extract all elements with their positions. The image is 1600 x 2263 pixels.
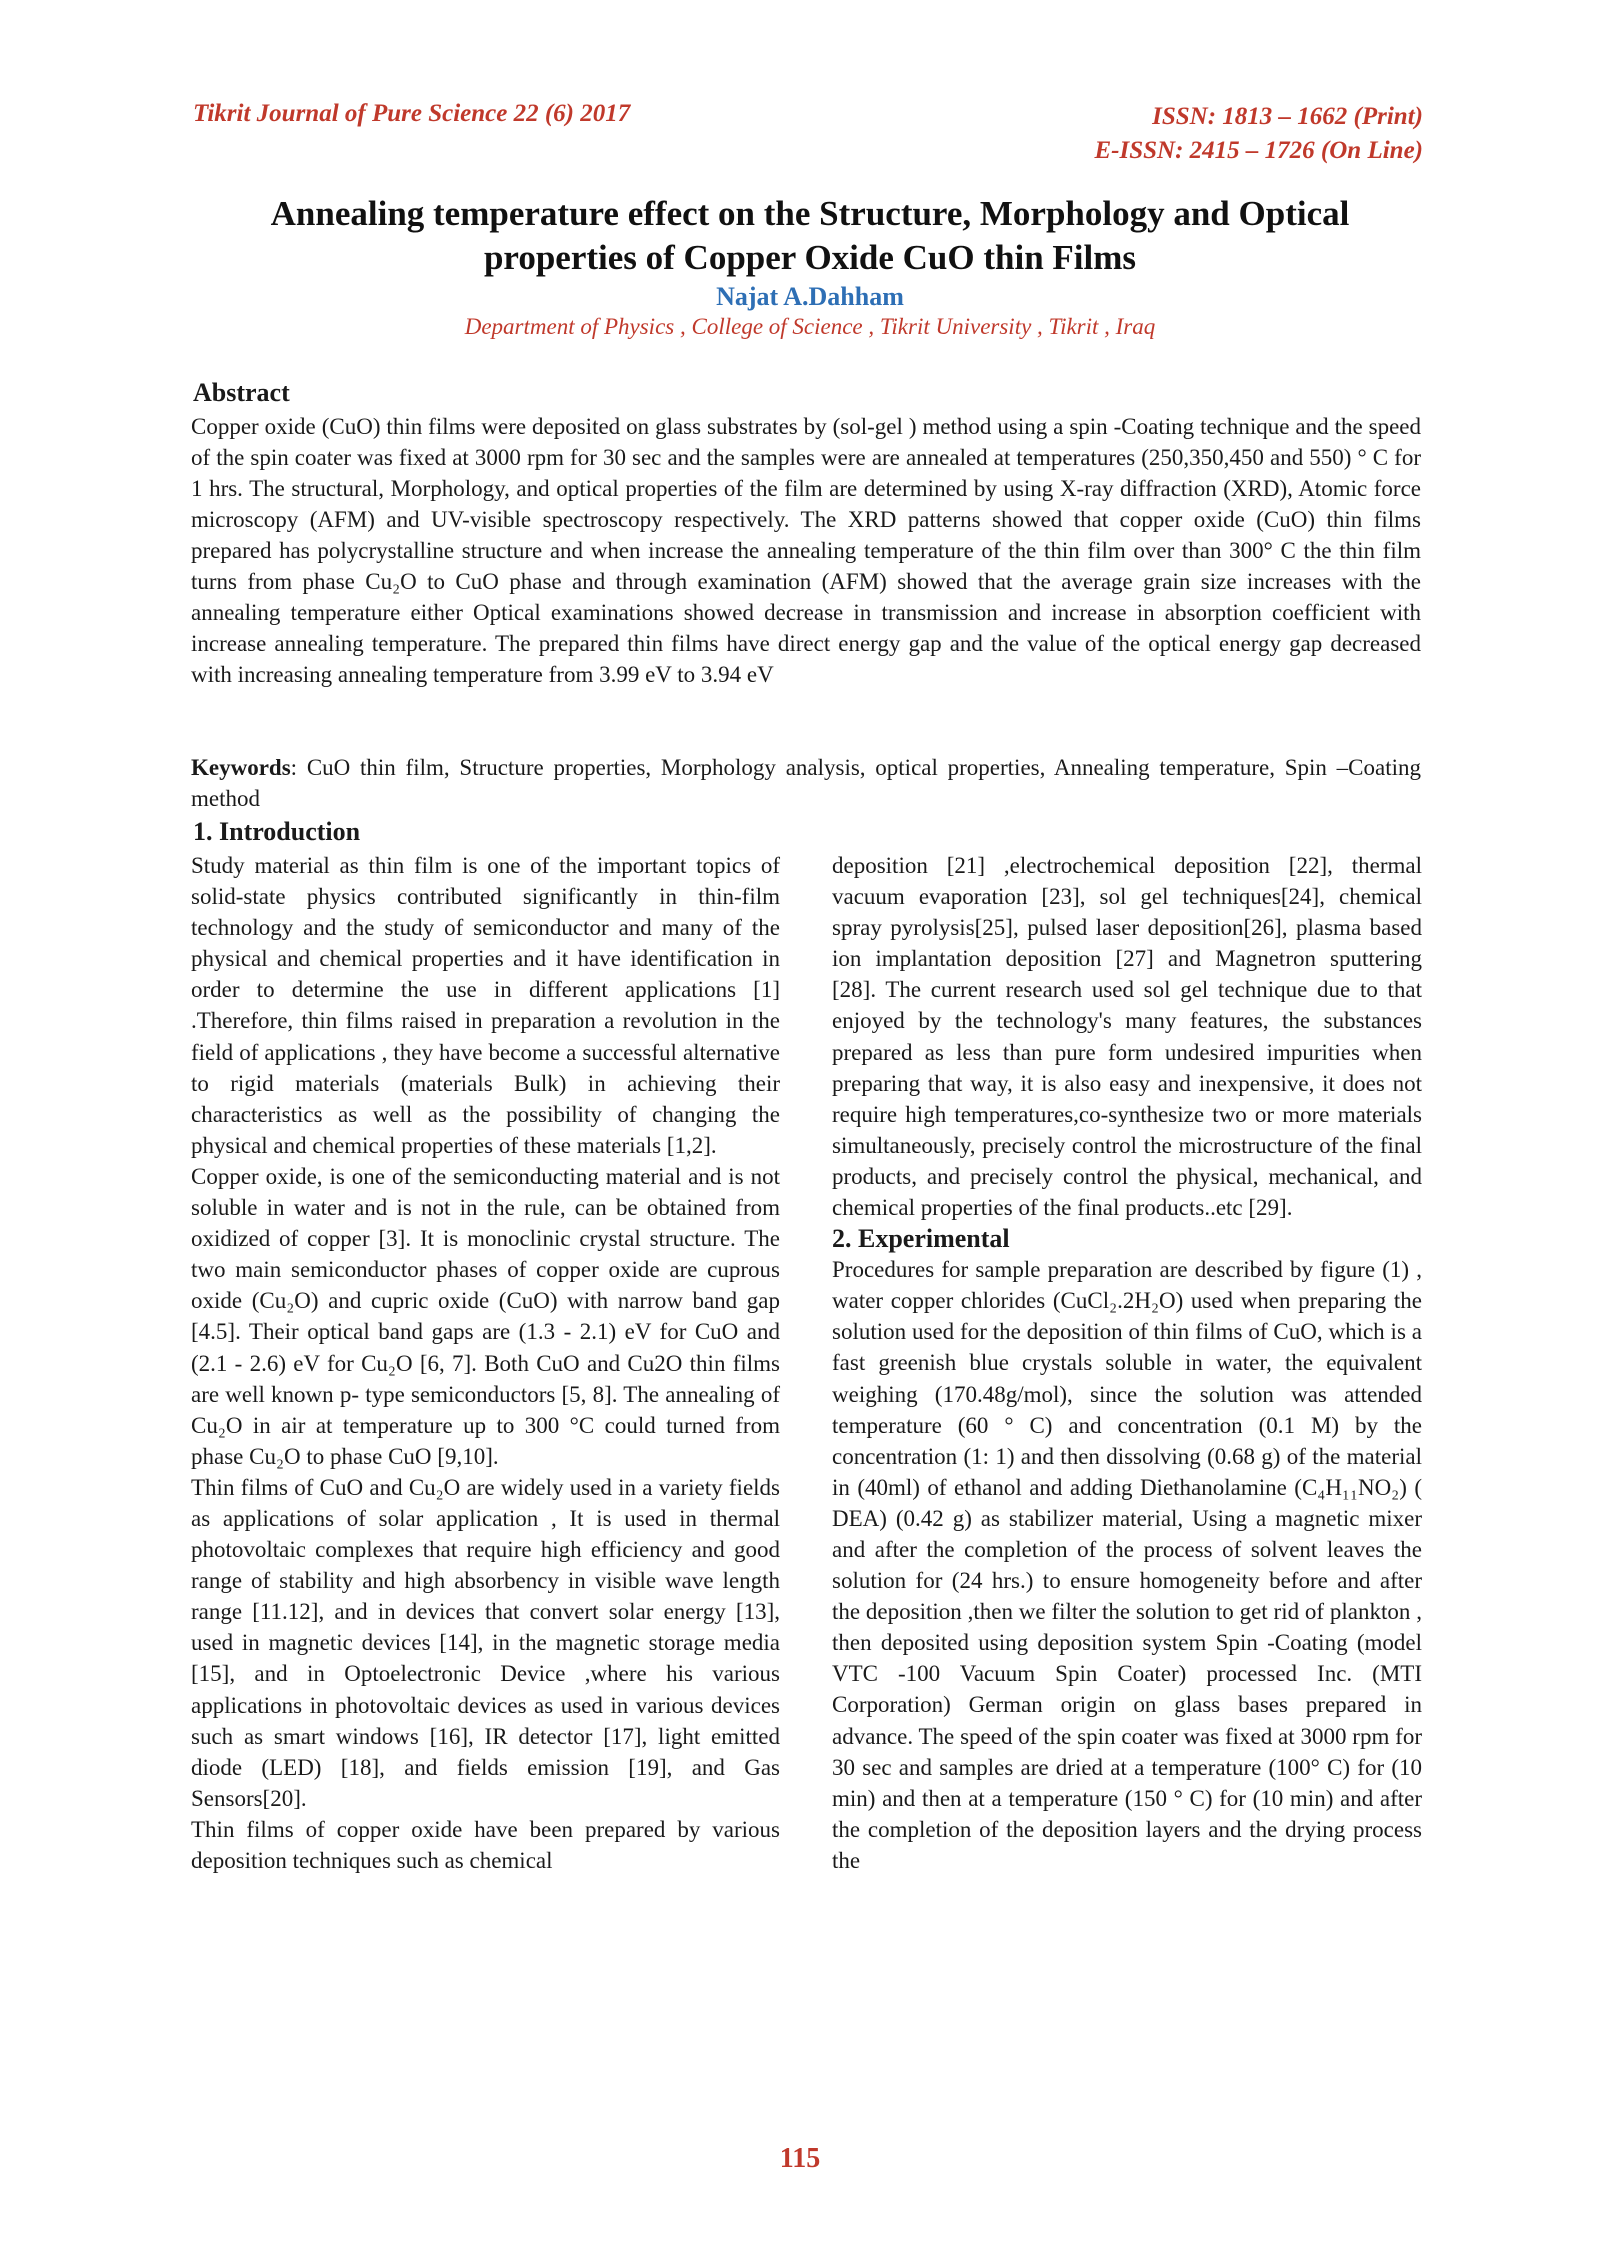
paper-title [190,192,1430,280]
author-name: Najat A.Dahham [716,282,904,311]
issn-block [1095,100,1424,168]
title-line-1: Annealing temperature effect on the Structure, Morphology and Optical [270,194,1350,233]
page-number: 115 [779,2143,821,2174]
intro-paragraph-2: Copper oxide, is one of the semiconducting material and is not soluble in water and is not in the rule, can be obtained from oxidized of copper [3]. It is monoclinic crystal structure. The two main semiconductor phases of copper oxide are cuprous oxide (Cu₂O) and cupric oxide (CuO) with narrow band gap [4.5]. Their optical band gaps are (1.3 - 2.1) eV for CuO and (2.1 - 2.6) eV for Cu₂O [6, 7]. Both CuO and Cu2O thin films are well known p- type semiconductors [5, 8]. The annealing of Cu₂O in air at temperature up to 300 °C could turned from phase Cu₂O to phase CuO [9,10]. [191,1163,780,1469]
intro-paragraph-5: deposition [21] ,electrochemical deposition [22], thermal vacuum evaporation [23], sol gel techniques[24], chemical spray pyrolysis[25], pulsed laser deposition[26], plasma based ion implantation deposition [27] and Magnetron sputtering [28]. The current research used sol gel technique due to that enjoyed by the technology's many features, the substances prepared as less than pure form undesired impurities when preparing that way, it is also easy and inexpensive, it does not require high temperatures,co-synthesize two or more materials simultaneously, precisely control the microstructure of the final products, and precisely control the physical, mechanical, and chemical properties of the final products..etc [29]. [832,853,1422,1221]
issn-online: E-ISSN: 2415 – 1726 (On Line) [1094,137,1423,164]
keywords-text: : CuO thin film, Structure properties, Morphology analysis, optical properties, Annealing temperature, Spin –Coating method [191,755,1421,811]
keywords-label: Keywords [191,755,291,780]
intro-paragraph-3: Thin films of CuO and Cu₂O are widely used in a variety fields as applications of solar application , It is used in thermal photovoltaic complexes that require high efficiency and good range of stability and high absorbency in visible wave length range [11.12], and in devices that convert solar energy [13], used in magnetic devices [14], in the magnetic storage media [15], and in Optoelectronic Device ,where his various applications in photovoltaic devices as used in various devices such as smart windows [16], IR detector [17], light emitted diode (LED) [18], and fields emission [19], and Gas Sensors[20]. [191,1474,780,1811]
intro-paragraph-1: Study material as thin film is one of the important topics of solid-state physics contributed significantly in thin-film technology and the study of semiconductor and many of the physical and chemical properties and it have identification in order to determine the use in different applications [1] .Therefore, thin films raised in preparation a revolution in the field of applications , they have become a successful alternative to rigid materials (materials Bulk) in achieving their characteristics as well as the possibility of changing the physical and chemical properties of these materials [1,2]. [191,853,780,1158]
intro-paragraph-4: Thin films of copper oxide have been prepared by various deposition techniques such as chemical [191,1816,780,1873]
journal-name: Tikrit Journal of Pure Science 22 (6) 2017 [193,100,631,127]
keywords [191,752,1421,814]
experimental-paragraph-1: Procedures for sample preparation are described by figure (1) , water copper chlorides (CuCl₂.2H₂O) used when preparing the solution used for the deposition of thin films of CuO, which is a fast greenish blue crystals soluble in water, the equivalent weighing (170.48g/mol), since the solution was attended temperature (60 ° C) and concentration (0.1 M) by the concentration (1: 1) and then dissolving (0.68 g) of the material in (40ml) of ethanol and adding Diethanolamine (C₄H₁₁NO₂) ( DEA) (0.42 g) as stabilizer material, Using a magnetic mixer and after the completion of the process of solvent leaves the solution for (24 hrs.) to ensure homogeneity before and after the deposition ,then we filter the solution to get rid of plankton , then deposited using deposition system Spin -Coating (model VTC -100 Vacuum Spin Coater) processed Inc. (MTI Corporation) German origin on glass bases prepared in advance. The speed of the spin coater was fixed at 3000 rpm for 30 sec and samples are dried at a temperature (100° C) for (10 min) and then at a temperature (150 ° C) for (10 min) and after the completion of the deposition layers and the drying process the [832,1257,1422,1873]
author-affiliation: Department of Physics , College of Science , Tikrit University , Tikrit , Iraq [464,314,1156,339]
right-column [832,850,1422,1876]
issn-print: ISSN: 1813 – 1662 (Print) [1152,103,1423,130]
introduction-heading: 1. Introduction [193,817,361,846]
title-line-2: properties of Copper Oxide CuO thin Films [483,238,1137,277]
left-column [191,850,780,1876]
experimental-heading: 2. Experimental [832,1224,1010,1254]
abstract-heading: Abstract [193,378,290,407]
abstract-text: Copper oxide (CuO) thin films were deposited on glass substrates by (sol-gel ) method using a spin -Coating technique and the speed of the spin coater was fixed at 3000 rpm for 30 sec and the samples were are annealed at temperatures (250,350,450 and 550) ° C for 1 hrs. The structural, Morphology, and optical properties of the film are determined by using X-ray diffraction (XRD), Atomic force microscopy (AFM) and UV-visible spectroscopy respectively. The XRD patterns showed that copper oxide (CuO) thin films prepared has polycrystalline structure and when increase the annealing temperature of the thin film over than 300° C the thin film turns from phase Cu₂O to CuO phase and through examination (AFM) showed that the average grain size increases with the annealing temperature either Optical examinations showed decrease in transmission and increase in absorption coefficient with increase annealing temperature. The prepared thin films have direct energy gap and the value of the optical energy gap decreased with increasing annealing temperature from 3.99 eV to 3.94 eV [191,414,1421,687]
